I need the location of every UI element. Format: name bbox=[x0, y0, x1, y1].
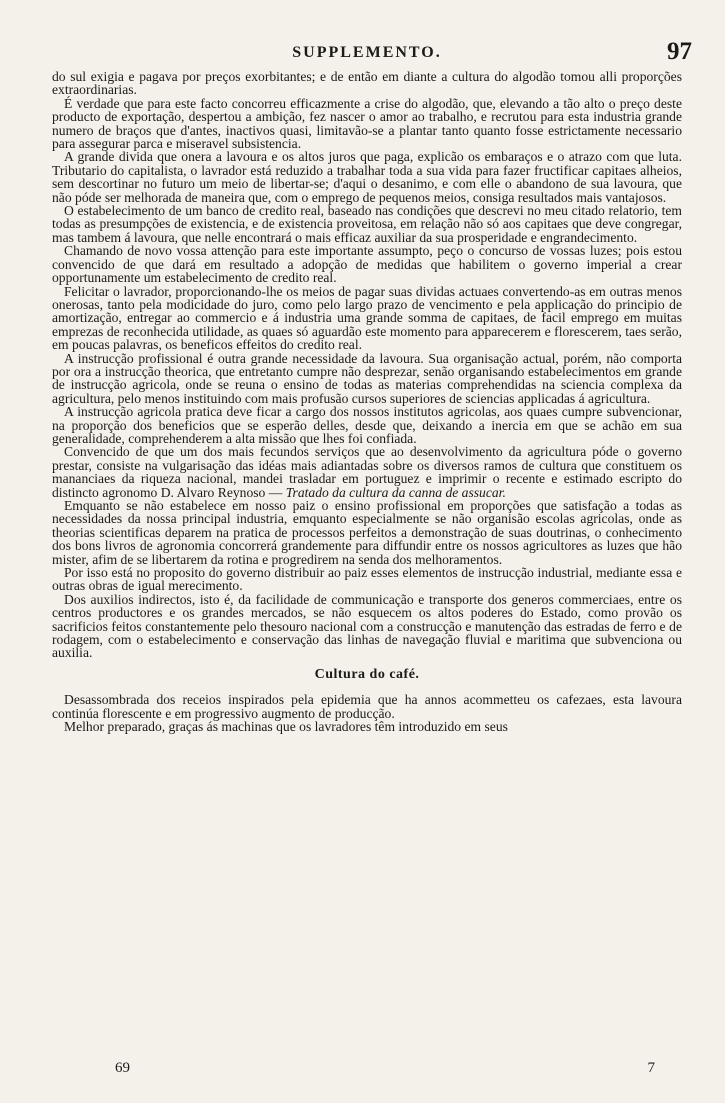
paragraph-with-citation bbox=[52, 445, 682, 499]
page-header bbox=[52, 38, 692, 70]
paragraph: A instrucção agricola pratica deve ficar a cargo dos nossos institutos agricolas, aos quaes cumpre subvencionar, na proporção dos beneficios que se esperão delles, desde que, deixando a inercia em que se achão em sua generalidade, comprehenderem a alta missão que lhes foi confiada. bbox=[52, 404, 682, 446]
page-footer bbox=[115, 1060, 655, 1080]
signature-mark-right: 7 bbox=[647, 1060, 655, 1076]
paragraph: A grande divida que onera a lavoura e os altos juros que paga, explicão os embaraços e o atrazo com que luta. Tributario do capitalista, o lavrador está reduzido a trabalhar toda a sua vida para fazer fructificar capitaes alheios, sem descortinar no futuro um meio de libertar-se; d'aqui o desanimo, e com elle o abandono de sua lavoura, que não póde ser melhorada de maneira que, com o emprego de pequenos meios, consiga resultados mais vantajosos. bbox=[52, 149, 682, 205]
section-heading: Cultura do café. bbox=[314, 666, 420, 682]
paragraph: Chamando de novo vossa attenção para este importante assumpto, peço o concurso de vossas luzes; pois estou convencido de que dará em resultado a adopção de medidas que habilitem o governo imperial a crear opportunamente um estabelecimento de credito real. bbox=[52, 243, 682, 286]
book-title-citation: Tratado da cultura da canna de assucar. bbox=[285, 484, 506, 500]
running-title: SUPPLEMENTO. bbox=[292, 44, 442, 61]
paragraph: É verdade que para este facto concorreu efficazmente a crise do algodão, que, elevando a tão alto o preço deste producto de exportação, despertou a ambição, fez nascer o amor ao trabalho, e recrutou para esta industria grande numero de braços que d'antes, inactivos quasi, limitavão-se a plantar tanto quanto fosse estrictamente necessario para assegurar parca e miseravel subsistencia. bbox=[52, 95, 682, 152]
body-text bbox=[52, 70, 682, 734]
paragraph: Melhor preparado, graças ás machinas que os lavradores têm introduzido em seus bbox=[64, 719, 508, 735]
paragraph: Felicitar o lavrador, proporcionando-lhe os meios de pagar suas dividas actuaes convertendo-as em outras menos onerosas, tanto pela modicidade do juro, como pelo largo prazo de vencimento e pela applicação do principio de amortização, entregar ao commercio e á industria uma grande somma de capitaes, de facil emprego em muitas emprezas de reconhecida utilidade, as quaes só aguardão este momento para apparecerem e florescerem, taes serão, em poucas palavras, os beneficos effeitos do credito real. bbox=[52, 283, 682, 353]
paragraph: O estabelecimento de um banco de credito real, baseado nas condições que descrevi no meu citado relatorio, tem todas as presumpções de existencia, e de existencia proveitosa, em relação não só aos capitaes que deve congregar, mas tambem á lavoura, que nelle encontrará o mais efficaz auxiliar da sua prosperidade e engrandecimento. bbox=[52, 203, 682, 245]
paragraph: A instrucção profissional é outra grande necessidade da lavoura. Sua organisação actual, porém, não comporta por ora a instrucção theorica, que entretanto cumpre não desprezar, senão organisando estabelecimentos em grande de instrucção agricola, onde se reuna o ensino de todas as materias comprehendidas na sciencia complexa da agricultura, pelo menos instituindo com mais profusão cursos superiores de sciencias applicadas á agricultura. bbox=[52, 350, 682, 406]
paragraph: Emquanto se não estabelece em nosso paiz o ensino profissional em proporções que satisfação a todas as necessidades da nossa principal industria, emquanto especialmente se não organisão escolas agricolas, onde as theorias scientificas deparem na pratica de processos perfeitos a demonstração de suas doutrinas, o conhecimento dos bons livros de agronomia concorrerá grandemente para diffundir entre os nossos agricultores as luzes que hão mister, afim de se libertarem da rotina e progredirem na senda dos melhoramentos. bbox=[52, 498, 682, 567]
paragraph: Por isso está no proposito do governo distribuir ao paiz esses elementos de instrucção industrial, mediante essa e outras obras de igual merecimento. bbox=[52, 565, 682, 594]
page-number: 97 bbox=[667, 38, 692, 65]
paragraph: Desassombrada dos receios inspirados pela epidemia que ha annos acommetteu os cafezaes, esta lavoura continúa florescente e em progressivo augmento de producção. bbox=[52, 692, 682, 721]
paragraph: do sul exigia e pagava por preços exorbitantes; e de então em diante a cultura do algodão tomou alli proporções extraordinarias. bbox=[52, 69, 682, 98]
paragraph: Dos auxilios indirectos, isto é, da facilidade de communicação e transporte dos generos commerciaes, entre os centros productores e os grandes mercados, se não esquecem os altos poderes do Estado, como provão os sacrificios feitos constantemente pelo thesouro nacional com a construcção e manutenção das estradas de ferro e de rodagem, com o estabelecimento e conservação das linhas de navegação fluvial e maritima que subvenciona ou auxilia. bbox=[52, 591, 682, 661]
document-page bbox=[52, 38, 692, 735]
paragraph-text: Convencido de que um dos mais fecundos serviços que ao desenvolvimento da agricultura póde o governo prestar, consiste na vulgarisação das idéas mais adiantadas sobre os diversos ramos de cultura que constituem os mananciaes da riqueza nacional, mandei trasladar em portuguez e imprimir o recente e estimado escripto do distincto agronomo D. Alvaro Reynoso — bbox=[52, 444, 682, 500]
signature-mark-left: 69 bbox=[115, 1060, 130, 1076]
